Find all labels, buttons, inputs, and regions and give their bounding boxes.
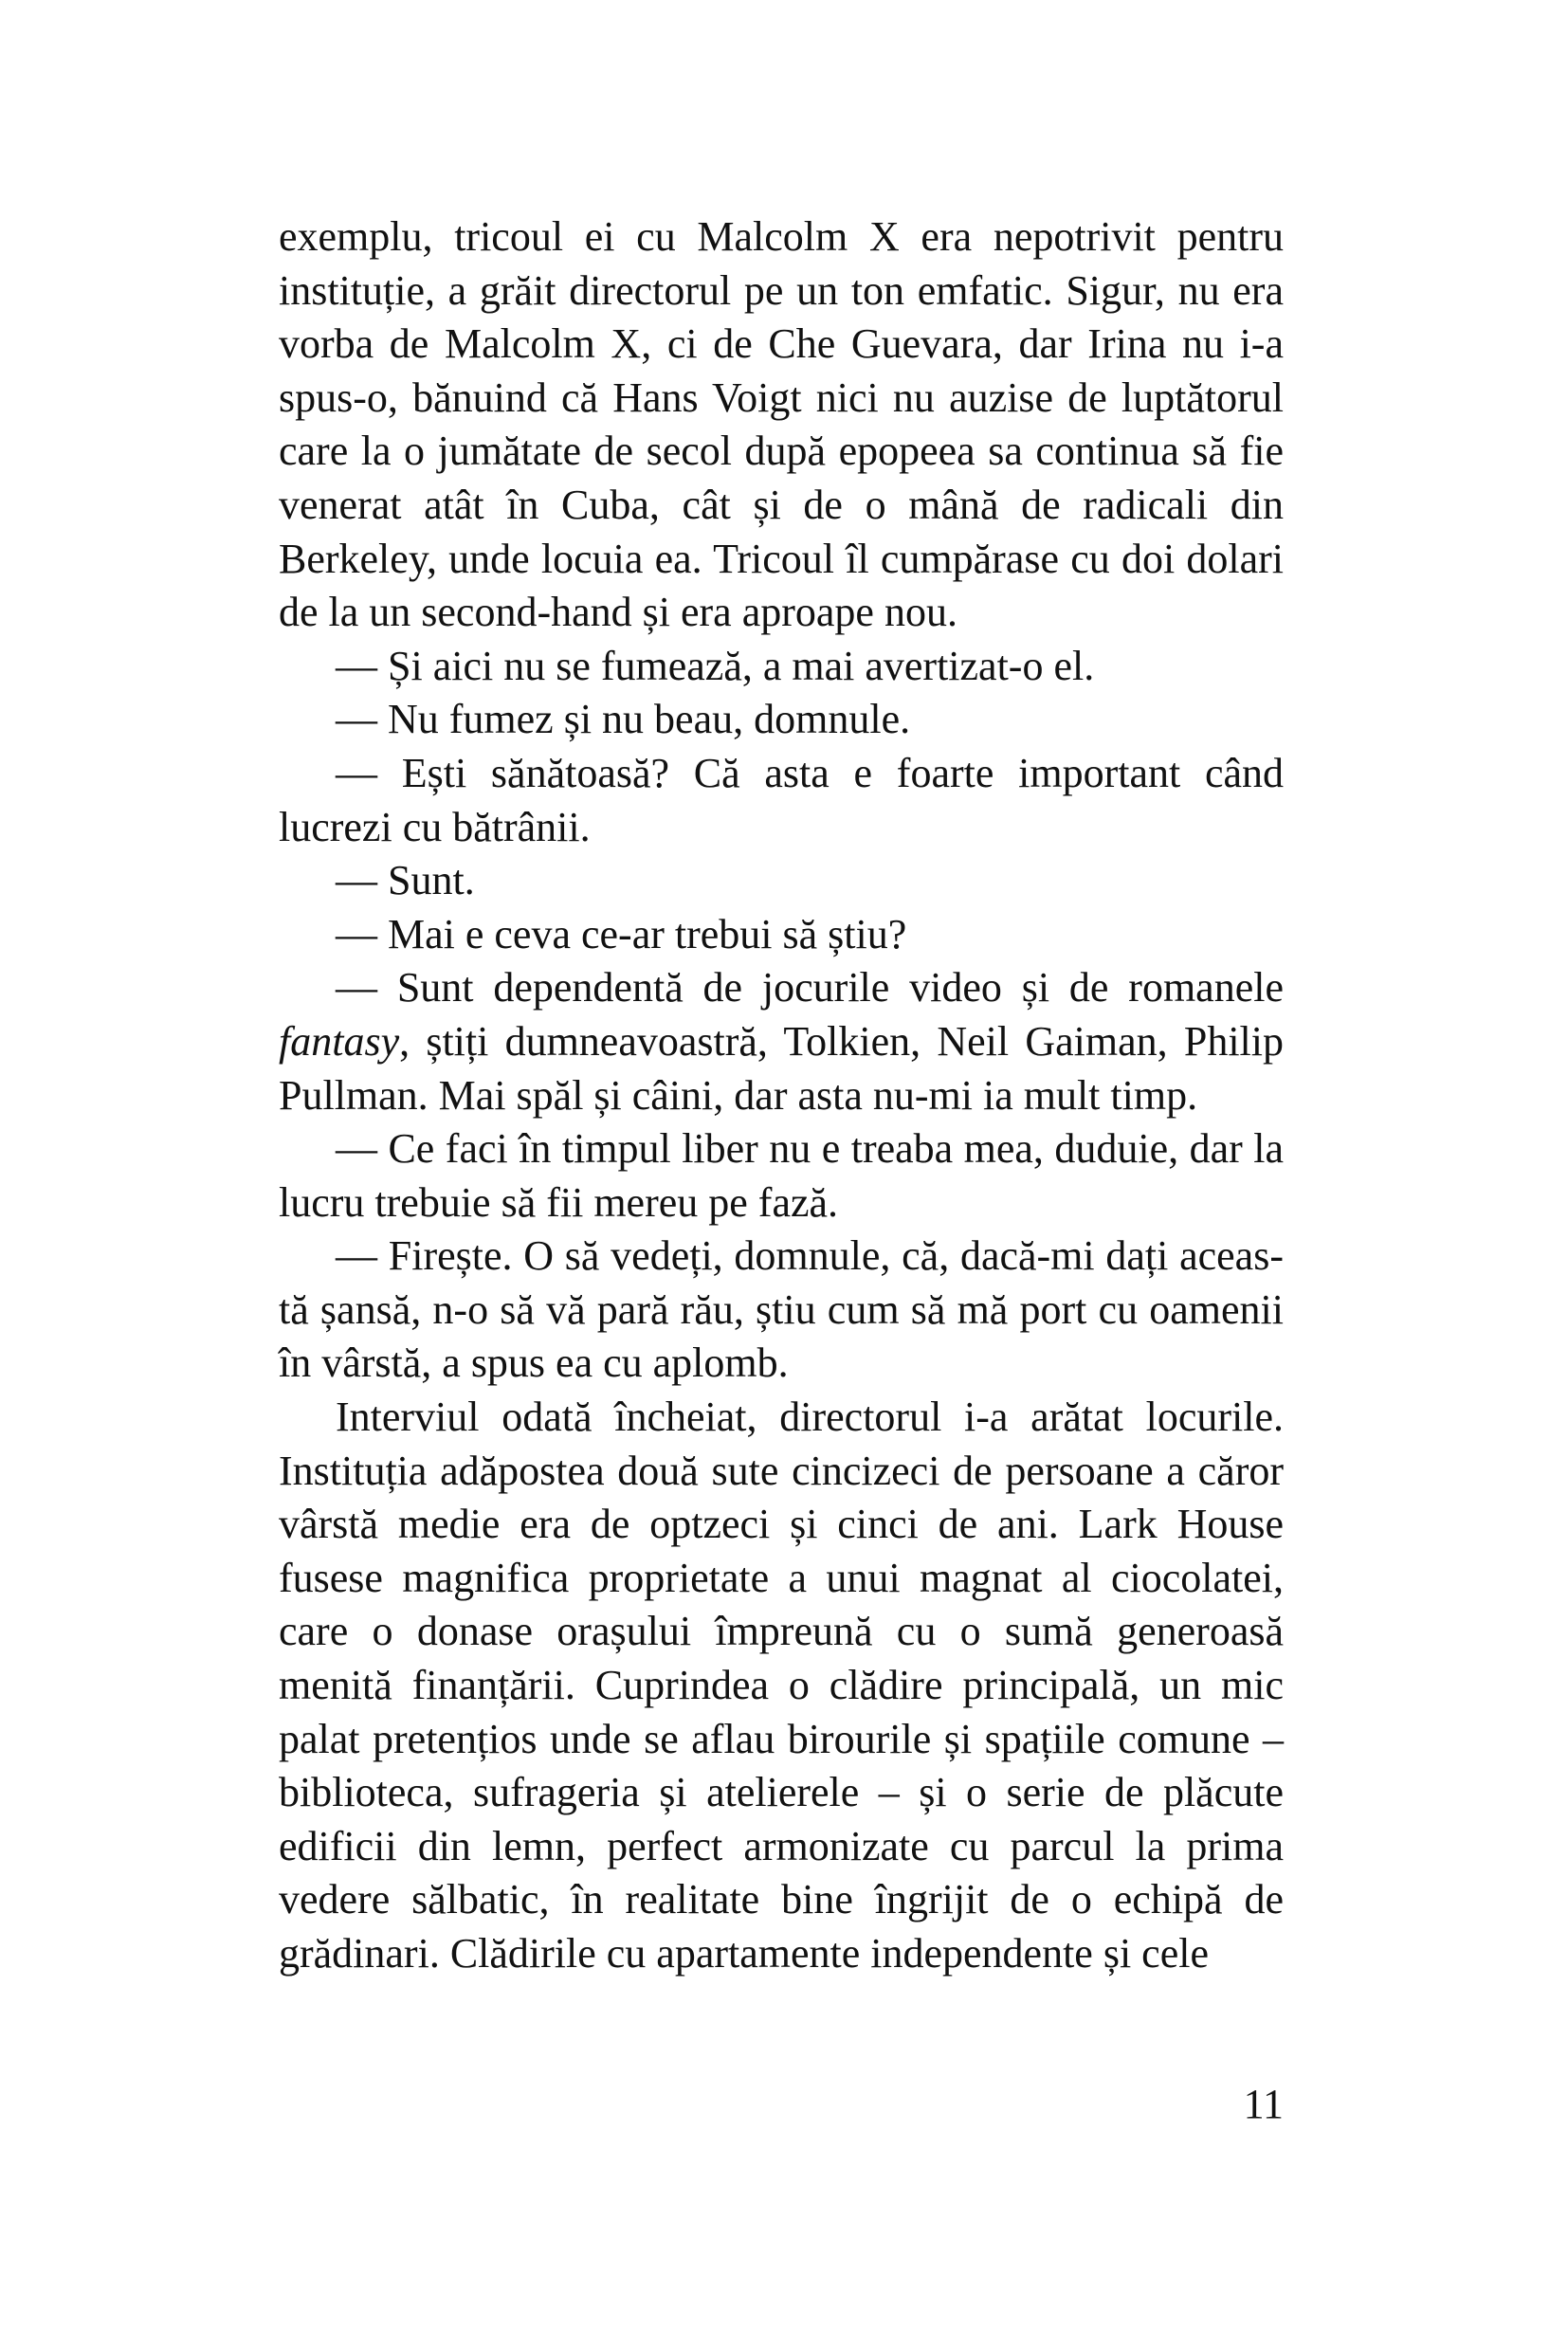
dialogue-line: — Mai e ceva ce-ar trebui să știu?	[336, 910, 907, 957]
dialogue-line: — Și aici nu se fumează, a mai avertizat-o el.	[336, 642, 1095, 689]
page-number: 11	[1243, 2081, 1284, 2127]
dialogue-line: — Firește. O să vedeți, domnule, că, dacă-mi dați această șansă, n-o să vă pară rău, știu cum să mă port cu oamenii în vârstă, a spus ea cu aplomb.	[279, 1232, 1284, 1387]
dialogue-line: — Nu fumez și nu beau, domnule.	[336, 696, 911, 743]
dialogue-line: — Ce faci în timpul liber nu e treaba mea, duduie, dar la lucru trebuie să fii mereu pe fază.	[279, 1125, 1284, 1226]
paragraph-continuation: exemplu, tricoul ei cu Malcolm X era nepotrivit pentru instituție, a grăit directorul pe un ton emfatic. Sigur, nu era vorba de Malcolm X, ci de Che Guevara, dar Irina nu i-a spus-o, bănuind că Hans Voigt nici nu auzise de luptătorul care la o jumătate de secol după epopeea sa continua să fie venerat atât în Cuba, cât și de o mână de radicali din Berkeley, unde locuia ea. Tricoul îl cumpărase cu doi dolari de la un second-hand și era aproape nou.	[279, 213, 1284, 636]
dialogue-line	[279, 961, 1284, 1122]
paragraph: Interviul odată încheiat, directorul i-a arătat locurile. Instituția adăpostea două sute cincizeci de persoane a căror vârstă medie era de optzeci și cinci de ani. Lark House fusese magnifica proprietate a unui magnat al ciocolatei, care o donase orașului împreună cu o sumă generoasă menită finanțării. Cuprindea o clădire principală, un mic palat pretențios unde se aflau birourile și spațiile comune – biblioteca, sufrageria și atelierele – și o serie de plăcute edificii din lemn, perfect armonizate cu parcul la prima vedere sălbatic, în realitate bine îngrijit de o echipă de grădinari. Clădirile cu apartamente independente și cele	[279, 1394, 1284, 1977]
dialogue-text: , știți dumneavoastră, Tolkien, Neil Gaiman, Philip Pullman. Mai spăl și câini, dar asta nu-mi ia mult timp.	[279, 1017, 1284, 1119]
italic-word: fantasy	[279, 1017, 400, 1065]
dialogue-line: — Ești sănătoasă? Că asta e foarte important când lucrezi cu bătrânii.	[279, 749, 1284, 850]
dialogue-line: — Sunt.	[336, 857, 475, 904]
body-text	[279, 210, 1284, 1981]
dialogue-text: — Sunt dependentă de jocurile video și de romanele	[336, 964, 1284, 1011]
